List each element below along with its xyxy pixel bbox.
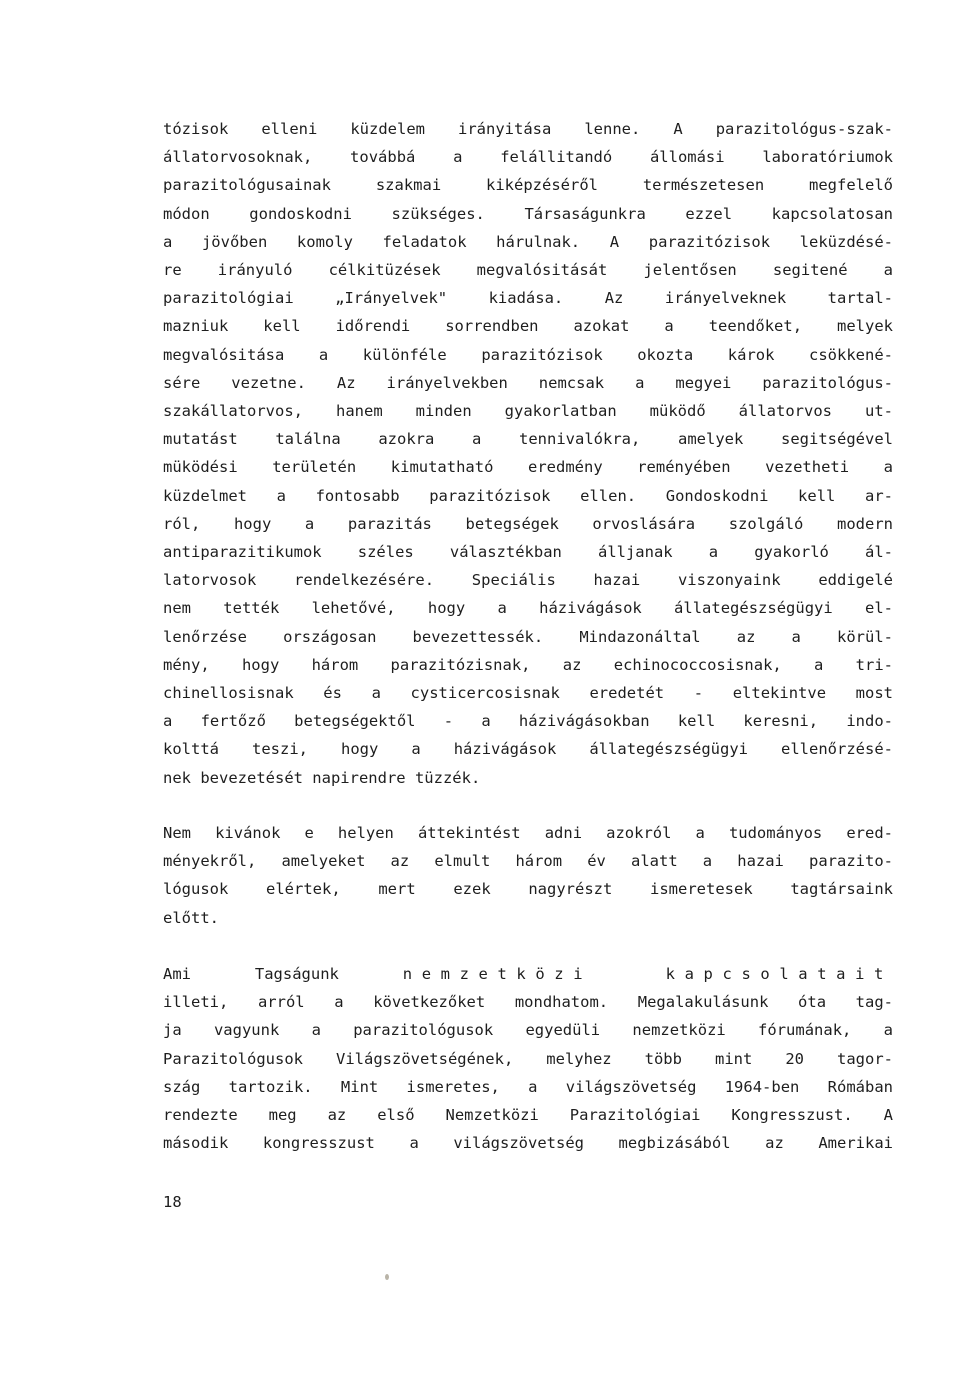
emphasized-spaced-text: nemzetközi kapcsolatait: [402, 965, 893, 983]
text-line: megvalósitása a különféle parazitózisok okozta károk csökkené-: [163, 345, 893, 364]
text-line: a jövőben komoly feladatok hárulnak. A parazitózisok leküzdésé-: [163, 232, 893, 251]
text-line: sére vezetne. Az irányelvekben nemcsak a megyei parazitológus-: [163, 373, 893, 392]
text-line: ról, hogy a parazitás betegségek orvoslására szolgáló modern: [163, 514, 893, 533]
text-line: tózisok elleni küzdelem irányitása lenne. A parazitológus-szak-: [163, 120, 893, 138]
text-line: előtt.: [163, 908, 219, 927]
paragraph-2: [163, 819, 893, 932]
text-line: szakállatorvos, hanem minden gyakorlatban müködő állatorvos ut-: [163, 402, 893, 421]
text-line: rendezte meg az első Nemzetközi Parazitológiai Kongresszust. A: [163, 1106, 893, 1125]
page-number: 18: [163, 1193, 182, 1211]
text-lead: Ami Tagságunk: [163, 965, 339, 983]
text-line: küzdelmet a fontosabb parazitózisok ellen. Gondoskodni kell ar-: [163, 486, 893, 505]
text-line: latorvosok rendelkezésére. Speciális hazai viszonyaink eddigelé: [163, 571, 893, 590]
text-line: lenőrzése országosan bevezettessék. Mindazonáltal az a körül-: [163, 627, 893, 646]
text-line: ja vagyunk a parazitológusok egyedüli nemzetközi fórumának, a: [163, 1021, 893, 1040]
text-line: ményekről, amelyeket az elmult három év alatt a hazai parazito-: [163, 852, 893, 871]
text-line: a fertőző betegségektől - a házivágásokban kell keresni, indo-: [163, 712, 893, 731]
text-line: nek bevezetését napirendre tüzzék.: [163, 768, 481, 787]
text-line: re irányuló célkitüzések megvalósitását jelentősen segitené a: [163, 261, 893, 280]
text-line: müködési területén kimutatható eredmény reményében vezetheti a: [163, 458, 893, 477]
text-line: mazniuk kell időrendi sorrendben azokat a teendőket, melyek: [163, 317, 893, 336]
text-line: illeti, arról a következőket mondhatom. Megalakulásunk óta tag-: [163, 993, 893, 1012]
paragraph-3: [163, 960, 893, 1157]
text-line: chinellosisnak és a cysticercosisnak eredetét - eltekintve most: [163, 684, 893, 703]
text-line: állatorvosoknak, továbbá a felállitandó állomási laboratóriumok: [163, 148, 893, 167]
text-line: antiparazitikumok széles választékban álljanak a gyakorló ál-: [163, 543, 893, 562]
paragraph-1: [163, 115, 893, 792]
text-line: Nem kivánok e helyen áttekintést adni azokról a tudományos ered-: [163, 824, 893, 842]
text-line: mutatást találna azokra a tennivalókra, amelyek segitségével: [163, 430, 893, 449]
text-line: Parazitológusok Világszövetségének, melyhez több mint 20 tagor-: [163, 1049, 893, 1068]
text-line-spaced-heading: [163, 960, 893, 988]
text-line: második kongresszust a világszövetség megbizásából az Amerikai: [163, 1134, 893, 1153]
text-line: mény, hogy három parazitózisnak, az echinococcosisnak, a tri-: [163, 655, 893, 674]
text-line: módon gondoskodni szükséges. Társaságunkra ezzel kapcsolatosan: [163, 204, 893, 223]
text-line: parazitológusainak szakmai kiképzéséről természetesen megfelelő: [163, 176, 893, 195]
text-line: lógusok elértek, mert ezek nagyrészt ismeretesek tagtársaink: [163, 880, 893, 899]
scan-speck: [385, 1274, 389, 1280]
text-line: kolttá teszi, hogy a házivágások állategészségügyi ellenőrzésé-: [163, 740, 893, 759]
text-line: szág tartozik. Mint ismeretes, a világszövetség 1964-ben Rómában: [163, 1077, 893, 1096]
text-line: nem tették lehetővé, hogy a házivágások állategészségügyi el-: [163, 599, 893, 618]
text-line: parazitológiai „Irányelvek" kiadása. Az irányelveknek tartal-: [163, 289, 893, 308]
